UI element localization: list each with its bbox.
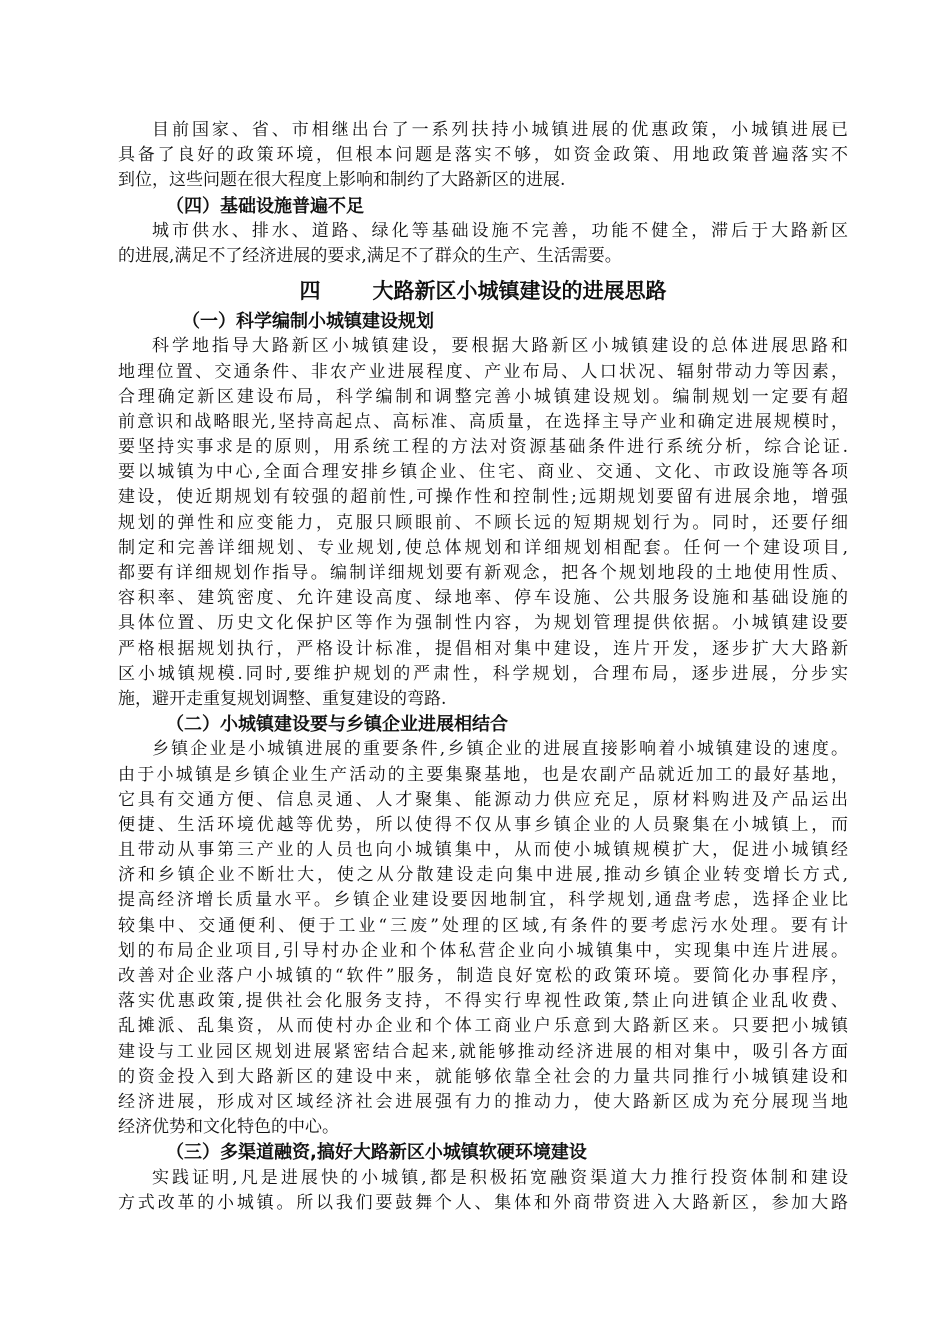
text-line: 建设，使近期规划有较强的超前性,可操作性和控制性;远期规划要留有进展余地，增强: [118, 487, 848, 508]
heading-enterprise: （二）小城镇建设要与乡镇企业进展相结合: [166, 714, 508, 736]
heading-planning: （一）科学编制小城镇建设规划: [182, 311, 434, 333]
text-line: 乱摊派、乱集资，从而使村办企业和个体工商业户乐意到大路新区来。只要把小城镇: [118, 1016, 848, 1037]
text-line: 由于小城镇是乡镇企业生产活动的主要集聚基地，也是农副产品就近加工的最好基地，: [118, 764, 848, 785]
text-line: 要坚持实事求是的原则，用系统工程的方法对资源基础条件进行系统分析，综合论证.: [118, 437, 848, 458]
text-line: 区小城镇规模.同时,要维护规划的严肃性，科学规划，合理布局，逐步进展，分步实: [118, 663, 848, 684]
text-line: 合理确定新区建设布局，科学编制和调整完善小城镇建设规划。编制规划一定要有超: [118, 386, 848, 407]
text-line: 的资金投入到大路新区的建设中来，就能够依靠全社会的力量共同推行小城镇建设和: [118, 1066, 848, 1087]
text-line: 制定和完善详细规划、专业规划,使总体规划和详细规划相配套。任何一个建设项目,: [118, 537, 848, 558]
section-heading: [118, 273, 848, 309]
text-line: 目前国家、省、市相继出台了一系列扶持小城镇进展的优惠政策，小城镇进展已: [152, 120, 848, 140]
text-line: 经济优势和文化特色的中心。: [118, 1117, 339, 1138]
text-line: 地理位置、交通条件、非农产业进展程度、产业布局、人口状况、辐射带动力等因素，: [118, 361, 848, 382]
text-line: 城市供水、排水、道路、绿化等基础设施不完善，功能不健全，滞后于大路新区: [152, 220, 848, 241]
text-line: 科学地指导大路新区小城镇建设，要根据大路新区小城镇建设的总体进展思路和: [152, 336, 848, 357]
heading-infrastructure: （四）基础设施普遍不足: [166, 195, 364, 217]
text-line: 容积率、建筑密度、允许建设高度、绿地率、停车设施、公共服务设施和基础设施的: [118, 588, 848, 609]
text-line: 方式改革的小城镇。所以我们要鼓舞个人、集体和外商带资进入大路新区，参加大路: [118, 1192, 848, 1213]
text-line: 都要有详细规划作指导。编制详细规划要有新观念，把各个规划地段的土地使用性质、: [118, 563, 848, 583]
text-line: 具备了良好的政策环境，但根本问题是落实不够，如资金政策、用地政策普遍落实不: [118, 145, 848, 166]
text-line: 且带动从事第三产业的人员也向小城镇集中，从而使小城镇规模扩大，促进小城镇经: [118, 840, 848, 861]
text-line: 便捷、生活环境优越等优势，所以使得不仅从事乡镇企业的人员聚集在小城镇上，而: [118, 814, 848, 835]
text-line: 它具有交通方便、信息灵通、人才聚集、能源动力供应充足，原材料购进及产品运出: [118, 789, 848, 810]
text-line: 规划的弹性和应变能力，克服只顾眼前、不顾长远的短期规划行为。同时，还要仔细: [118, 512, 848, 533]
text-line: 较集中、交通便利、便于工业“三废”处理的区域,有条件的要考虑污水处理。要有计: [118, 915, 848, 936]
text-line: 建设与工业园区规划进展紧密结合起来,就能够推动经济进展的相对集中，吸引各方面: [118, 1041, 848, 1062]
paragraph-enterprise: [118, 737, 848, 1140]
text-line: 改善对企业落户小城镇的“软件”服务，制造良好宽松的政策环境。要简化办事程序，: [118, 966, 848, 986]
document-page: [118, 118, 848, 1216]
text-line: 要以城镇为中心,全面合理安排乡镇企业、住宅、商业、交通、文化、市政设施等各项: [118, 462, 848, 483]
text-line: 严格根据规划执行，严格设计标准，提倡相对集中建设，连片开发，逐步扩大大路新: [118, 638, 848, 659]
heading-financing: （三）多渠道融资,搞好大路新区小城镇软硬环境建设: [166, 1142, 587, 1164]
text-line: 提高经济增长质量水平。乡镇企业建设要因地制宜，科学规划,通盘考虑，选择企业比: [118, 890, 848, 911]
text-line: 落实优惠政策,提供社会化服务支持，不得实行卑视性政策,禁止向进镇企业乱收费、: [118, 991, 848, 1012]
text-line: 经济进展，形成对区域经济社会进展强有力的推动力，使大路新区成为充分展现当地: [118, 1091, 848, 1112]
paragraph-policy: [118, 118, 848, 194]
paragraph-planning: [118, 334, 848, 712]
section-title: 大路新区小城镇建设的进展思路: [372, 279, 667, 304]
paragraph-infrastructure: [118, 219, 848, 269]
text-line: 划的布局企业项目,引导村办企业和个体私营企业向小城镇集中，实现集中连片进展。: [118, 940, 848, 961]
text-line: 到位，这些问题在很大程度上影响和制约了大路新区的进展.: [118, 170, 566, 191]
section-number: 四: [299, 279, 321, 304]
text-line: 的进展,满足不了经济进展的要求,满足不了群众的生产、生活需要。: [118, 245, 622, 266]
text-line: 施，避开走重复规划调整、重复建设的弯路.: [118, 688, 447, 709]
text-line: 具体位置、历史文化保护区等作为强制性内容，为规划管理提供依据。小城镇建设要: [118, 613, 848, 634]
text-line: 实践证明,凡是进展快的小城镇,都是积极拓宽融资渠道大力推行投资体制和建设: [152, 1167, 848, 1188]
text-line: 前意识和战略眼光,坚持高起点、高标准、高质量，在选择主导产业和确定进展规模时，: [118, 411, 848, 432]
paragraph-financing: [118, 1166, 848, 1216]
text-line: 乡镇企业是小城镇进展的重要条件,乡镇企业的进展直接影响着小城镇建设的速度。: [152, 739, 848, 760]
text-line: 济和乡镇企业不断壮大，使之从分散建设走向集中进展,推动乡镇企业转变增长方式,: [118, 865, 848, 886]
